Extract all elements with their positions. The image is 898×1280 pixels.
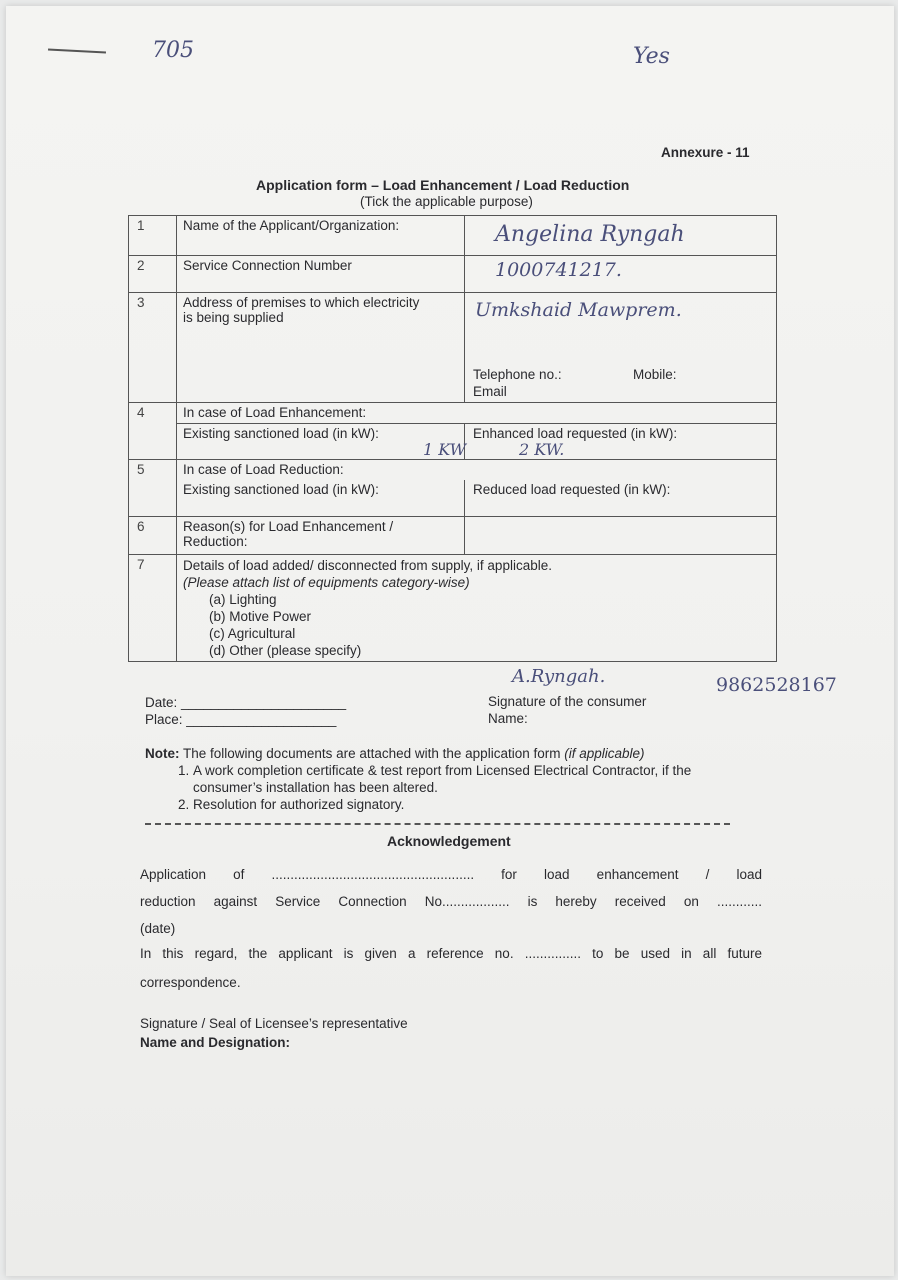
enhanced-load-value: 2 KW. [519,440,565,459]
mobile-label: Mobile: [633,367,677,382]
licensee-signature-label: Signature / Seal of Licensee’s representative [140,1016,408,1031]
table-row [129,216,777,256]
note-section [145,745,761,813]
reason-label-line: Reduction: [183,534,248,549]
divider [145,823,730,825]
existing-load-text: Existing sanctioned load (in kW): [183,426,379,441]
handwritten-yes: Yes [633,44,670,69]
address-label [177,293,465,403]
telephone-label: Telephone no.: [473,367,562,382]
existing-load-label [177,424,465,459]
ack-title: Acknowledgement [387,833,511,849]
ack-line: Application of ...................................................... for load enhancement / load [140,867,762,882]
reason-value-cell [465,517,777,555]
load-enhancement-heading: In case of Load Enhancement: [183,405,367,420]
load-enhancement-cell [177,403,777,460]
consumer-name-label: Name: [488,711,528,726]
address-label-line: is being supplied [183,310,284,325]
ack-line: correspondence. [140,975,241,990]
enhanced-load-label [465,424,776,459]
row-number: 6 [129,517,177,555]
note-text: The following documents are attached with the application form [179,746,565,761]
load-reduction-cell [177,460,777,517]
note-item: 1. A work completion certificate & test report from Licensed Electrical Contractor, if the consumer’s installation has been altered. [193,762,761,796]
table-row [129,293,777,403]
form-subtitle: (Tick the applicable purpose) [360,194,533,209]
place-field: Place: ____________________ [145,712,337,727]
ack-line: (date) [140,921,176,936]
table-row [129,460,777,517]
enhanced-load-text: Enhanced load requested (in kW): [473,426,678,441]
application-table [128,215,777,662]
row-number: 1 [129,216,177,256]
form-title: Application form – Load Enhancement / Load Reduction [256,177,630,193]
load-category-item: (d) Other (please specify) [209,643,362,658]
note-lead: Note: [145,746,180,761]
load-reduction-heading: In case of Load Reduction: [183,462,344,477]
reason-label [177,517,465,555]
row-number: 2 [129,256,177,293]
ack-line: In this regard, the applicant is given a reference no. ............... to be used in all future [140,946,762,961]
service-number-label: Service Connection Number [177,256,465,293]
load-category-item: (a) Lighting [209,592,277,607]
row-number: 3 [129,293,177,403]
address-cell [465,293,777,403]
row-number: 5 [129,460,177,517]
date-field: Date: ______________________ [145,695,347,710]
annexure-label: Annexure - 11 [661,145,750,160]
reason-label-line: Reason(s) for Load Enhancement / [183,519,394,534]
handwritten-number: 705 [152,38,194,63]
address-value: Umkshaid Mawprem. [475,299,682,321]
consumer-signature: A.Ryngah. [512,666,606,687]
table-row [129,555,777,662]
applicant-name-cell [465,216,777,256]
applicant-name-value: Angelina Ryngah [495,222,685,247]
table-row [129,256,777,293]
row-number: 7 [129,555,177,662]
note-applicable: (if applicable) [564,746,645,761]
email-label: Email [473,384,507,399]
note-item: 2. Resolution for authorized signatory. [193,796,761,813]
designation-label: Name and Designation: [140,1035,291,1050]
existing-load-value: 1 KW [423,440,467,459]
table-row [129,517,777,555]
handwritten-phone: 9862528167 [716,674,837,696]
service-number-cell [465,256,777,293]
load-details-label: Details of load added/ disconnected from supply, if applicable. [183,558,552,573]
address-label-line: Address of premises to which electricity [183,295,420,310]
ack-line: reduction against Service Connection No.................. is hereby received on ............ [140,894,762,909]
service-number-value: 1000741217. [495,259,622,281]
existing-load-reduction-label: Existing sanctioned load (in kW): [177,480,465,516]
reduced-load-label: Reduced load requested (in kW): [473,482,671,497]
table-row [129,403,777,460]
load-details-cell [177,555,777,662]
signature-label: Signature of the consumer [488,694,647,709]
load-details-hint: (Please attach list of equipments category-wise) [183,575,470,590]
load-category-item: (c) Agricultural [209,626,296,641]
applicant-name-label: Name of the Applicant/Organization: [177,216,465,256]
row-number: 4 [129,403,177,460]
load-category-item: (b) Motive Power [209,609,312,624]
